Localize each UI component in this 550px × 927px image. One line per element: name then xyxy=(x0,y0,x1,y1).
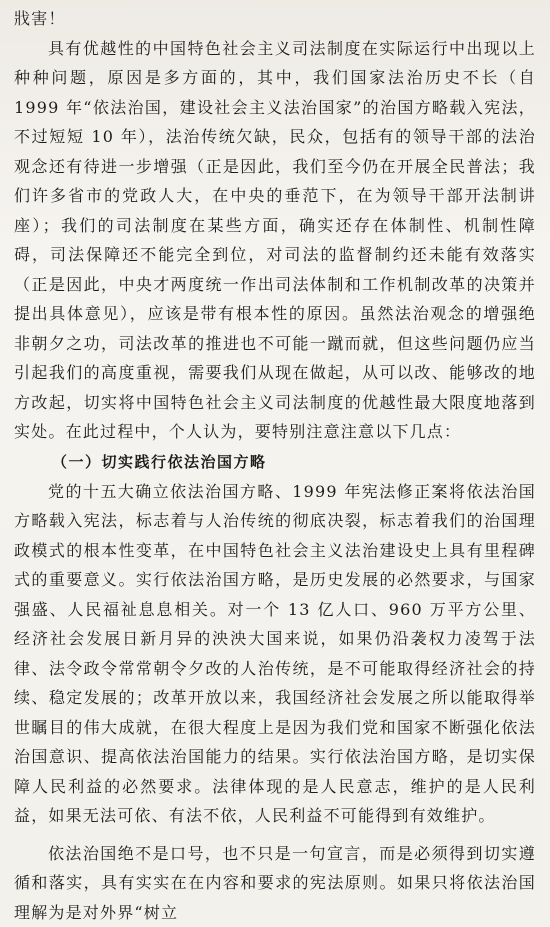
body-paragraph-causes: 具有优越性的中国特色社会主义司法制度在实际运行中出现以上种种问题，原因是多方面的，其中，我们国家法治历史不长（自 1999 年“依法治国，建设社会主义法治国家”的治国方略载入宪法，不过短短 10 年），法治传统欠缺，民众，包括有的领导干部的法治观念还有待进一步增强（正是因此，我们至今仍在开展全民普法；我们许多省市的党政人大，在中央的垂范下，在为领导干部开法制讲座）；我们的司法制度在某些方面，确实还存在体制性、机制性障碍，司法保障还不能完全到位，对司法的监督制约还未能有效落实（正是因此，中央才两度统一作出司法体制和工作机制改革的决策并提出具体意见），应该是带有根本性的原因。虽然法治观念的增强绝非朝夕之功，司法改革的推进也不可能一蹴而就，但这些问题仍应当引起我们的高度重视，需要我们从现在做起，从可以改、能够改的地方改起，切实将中国特色社会主义司法制度的优越性最大限度地落到实处。在此过程中，个人认为，要特别注意注意以下几点： xyxy=(14,34,536,447)
paragraph-gap xyxy=(14,831,536,839)
body-paragraph-not-slogan: 依法治国绝不是口号，也不只是一句宣言，而是必须得到切实遵循和落实，具有实实在在内容和要求的宪法原则。如果只将依法治国理解为是对外界“树立 xyxy=(14,839,536,927)
opening-line: 戕害！ xyxy=(14,4,536,34)
section-heading: （一）切实践行依法治国方略 xyxy=(14,447,536,477)
body-paragraph-rule-of-law: 党的十五大确立依法治国方略、1999 年宪法修正案将依法治国方略载入宪法，标志着与人治传统的彻底决裂，标志着我们的治国理政模式的根本性变革，在中国特色社会主义法治建设史上具有里程碑式的重要意义。实行依法治国方略，是历史发展的必然要求，与国家强盛、人民福祉息息相关。对一个 13 亿人口、960 万平方公里、经济社会发展日新月异的泱泱大国来说，如果仍沿袭权力凌驾于法律、法令政令常常朝令夕改的人治传统，是不可能取得经济社会的持续、稳定发展的；改革开放以来，我国经济社会发展之所以能取得举世瞩目的伟大成就，在很大程度上是因为我们党和国家不断强化依法治国意识、提高依法治国能力的结果。实行依法治国方略，是切实保障人民利益的必然要求。法律体现的是人民意志，维护的是人民利益，如果无法可依、有法不依，人民利益不可能得到有效维护。 xyxy=(14,477,536,831)
